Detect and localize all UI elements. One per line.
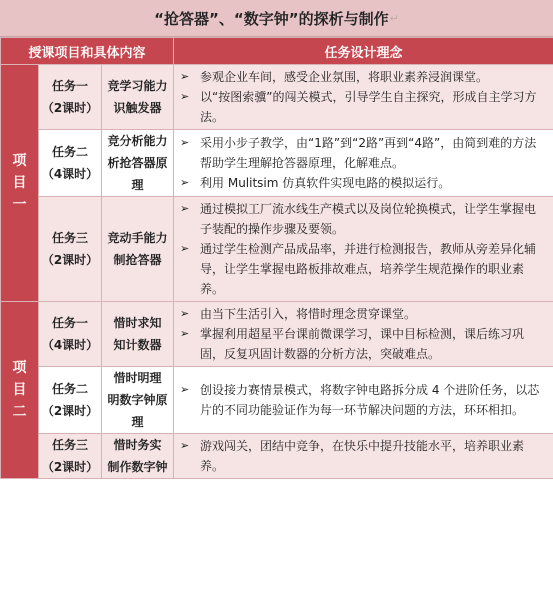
task-cell — [39, 434, 102, 479]
design-cell — [174, 197, 553, 302]
arrow-bullet-icon: ➢ — [180, 383, 190, 396]
ability-line: 惜时明理 — [113, 371, 162, 385]
ability-line: 竞分析能力 — [107, 134, 168, 148]
bullet-text: 参观企业车间，感受企业氛围，将职业素养浸润课堂。 — [200, 70, 489, 84]
document-title — [0, 0, 553, 37]
bullet-item — [180, 133, 547, 173]
ability-line: 析抢答器原 — [107, 156, 168, 170]
bullet-item — [180, 324, 547, 364]
design-cell — [174, 130, 553, 197]
project-char: 二 — [12, 404, 27, 420]
task-hours: （2课时） — [41, 101, 99, 115]
task-cell — [39, 367, 102, 434]
arrow-bullet-icon: ➢ — [180, 70, 190, 83]
bullet-item — [180, 436, 547, 476]
bullet-item — [180, 199, 547, 239]
bullet-item — [180, 380, 547, 420]
project-char: 目 — [12, 382, 27, 398]
ability-cell — [102, 434, 174, 479]
task-name: 任务一 — [51, 79, 88, 93]
title-text: “抢答器”、“数字钟”的探析与制作 — [154, 9, 389, 28]
design-cell — [174, 434, 553, 479]
arrow-bullet-icon: ➢ — [180, 439, 190, 452]
table-row — [1, 130, 553, 197]
table-row — [1, 197, 553, 302]
task-hours: （4课时） — [41, 338, 99, 352]
task-cell — [39, 197, 102, 302]
project-char: 一 — [12, 197, 27, 213]
arrow-bullet-icon: ➢ — [180, 176, 190, 189]
arrow-bullet-icon: ➢ — [180, 90, 190, 103]
ability-line: 理 — [131, 415, 144, 429]
bullet-text: 以“按图索骥”的闯关模式，引导学生自主探究，形成自主学习方法。 — [200, 90, 537, 124]
bullet-item — [180, 173, 547, 193]
arrow-bullet-icon: ➢ — [180, 202, 190, 215]
ability-line: 知计数器 — [113, 338, 162, 352]
ability-line: 理 — [131, 178, 144, 192]
task-hours: （4课时） — [41, 167, 99, 181]
paragraph-mark-icon: ↵ — [389, 11, 399, 25]
bullet-text: 通过模拟工厂流水线生产模式以及岗位轮换模式，让学生掌握电子装配的操作步骤及要领。 — [200, 202, 537, 236]
task-cell — [39, 65, 102, 130]
project-char: 目 — [12, 175, 27, 191]
task-name: 任务一 — [51, 316, 88, 330]
project-char: 项 — [12, 153, 27, 169]
arrow-bullet-icon: ➢ — [180, 327, 190, 340]
task-name: 任务二 — [51, 145, 88, 159]
ability-cell — [102, 302, 174, 367]
task-cell — [39, 302, 102, 367]
table-row — [1, 434, 553, 479]
ability-cell — [102, 130, 174, 197]
ability-line: 惜时务实 — [113, 438, 162, 452]
header-left: 授课项目和具体内容 — [1, 38, 174, 65]
table-row — [1, 65, 553, 130]
ability-line: 竞学习能力 — [107, 79, 168, 93]
ability-cell — [102, 197, 174, 302]
task-hours: （2课时） — [41, 404, 99, 418]
project-char: 项 — [12, 360, 27, 376]
bullet-item — [180, 239, 547, 299]
ability-line: 制抢答器 — [113, 253, 162, 267]
project-label — [1, 302, 39, 479]
project-label — [1, 65, 39, 302]
arrow-bullet-icon: ➢ — [180, 136, 190, 149]
task-name: 任务二 — [51, 382, 88, 396]
bullet-text: 采用小步子教学，由“1路”到“2路”再到“4路”，由简到难的方法帮助学生理解抢答器原理，化解难点。 — [200, 136, 537, 170]
design-cell — [174, 65, 553, 130]
bullet-text: 通过学生检测产品成品率，并进行检测报告，教师从旁差异化辅导，让学生掌握电路板排故难点，培养学生规范操作的职业素养。 — [200, 242, 537, 296]
ability-line: 竞动手能力 — [107, 231, 168, 245]
design-cell — [174, 367, 553, 434]
bullet-item — [180, 304, 547, 324]
bullet-text: 利用 Mulitsim 仿真软件实现电路的模拟运行。 — [200, 176, 451, 190]
design-cell — [174, 302, 553, 367]
table-row — [1, 302, 553, 367]
table-row — [1, 367, 553, 434]
arrow-bullet-icon: ➢ — [180, 242, 190, 255]
task-hours: （2课时） — [41, 460, 99, 474]
course-table — [0, 37, 553, 479]
ability-line: 制作数字钟 — [107, 460, 168, 474]
header-right: 任务设计理念 — [174, 38, 553, 65]
ability-line: 明数字钟原 — [107, 393, 168, 407]
arrow-bullet-icon: ➢ — [180, 307, 190, 320]
ability-cell — [102, 65, 174, 130]
bullet-item — [180, 87, 547, 127]
ability-line: 惜时求知 — [113, 316, 162, 330]
task-name: 任务三 — [51, 231, 88, 245]
ability-line: 识触发器 — [113, 101, 162, 115]
task-hours: （2课时） — [41, 253, 99, 267]
bullet-text: 创设接力赛情景模式，将数字钟电路拆分成 4 个进阶任务，以芯片的不同功能验证作为每一环节解决问题的方法，环环相扣。 — [200, 383, 540, 417]
bullet-text: 掌握利用超星平台课前微课学习，课中目标检测，课后练习巩固，反复巩固计数器的分析方法，突破难点。 — [200, 327, 525, 361]
task-name: 任务三 — [51, 438, 88, 452]
bullet-item — [180, 67, 547, 87]
task-cell — [39, 130, 102, 197]
ability-cell — [102, 367, 174, 434]
bullet-text: 游戏闯关，团结中竞争，在快乐中提升技能水平，培养职业素养。 — [200, 439, 525, 473]
bullet-text: 由当下生活引入，将惜时理念贯穿课堂。 — [200, 307, 417, 321]
header-row — [1, 38, 553, 65]
